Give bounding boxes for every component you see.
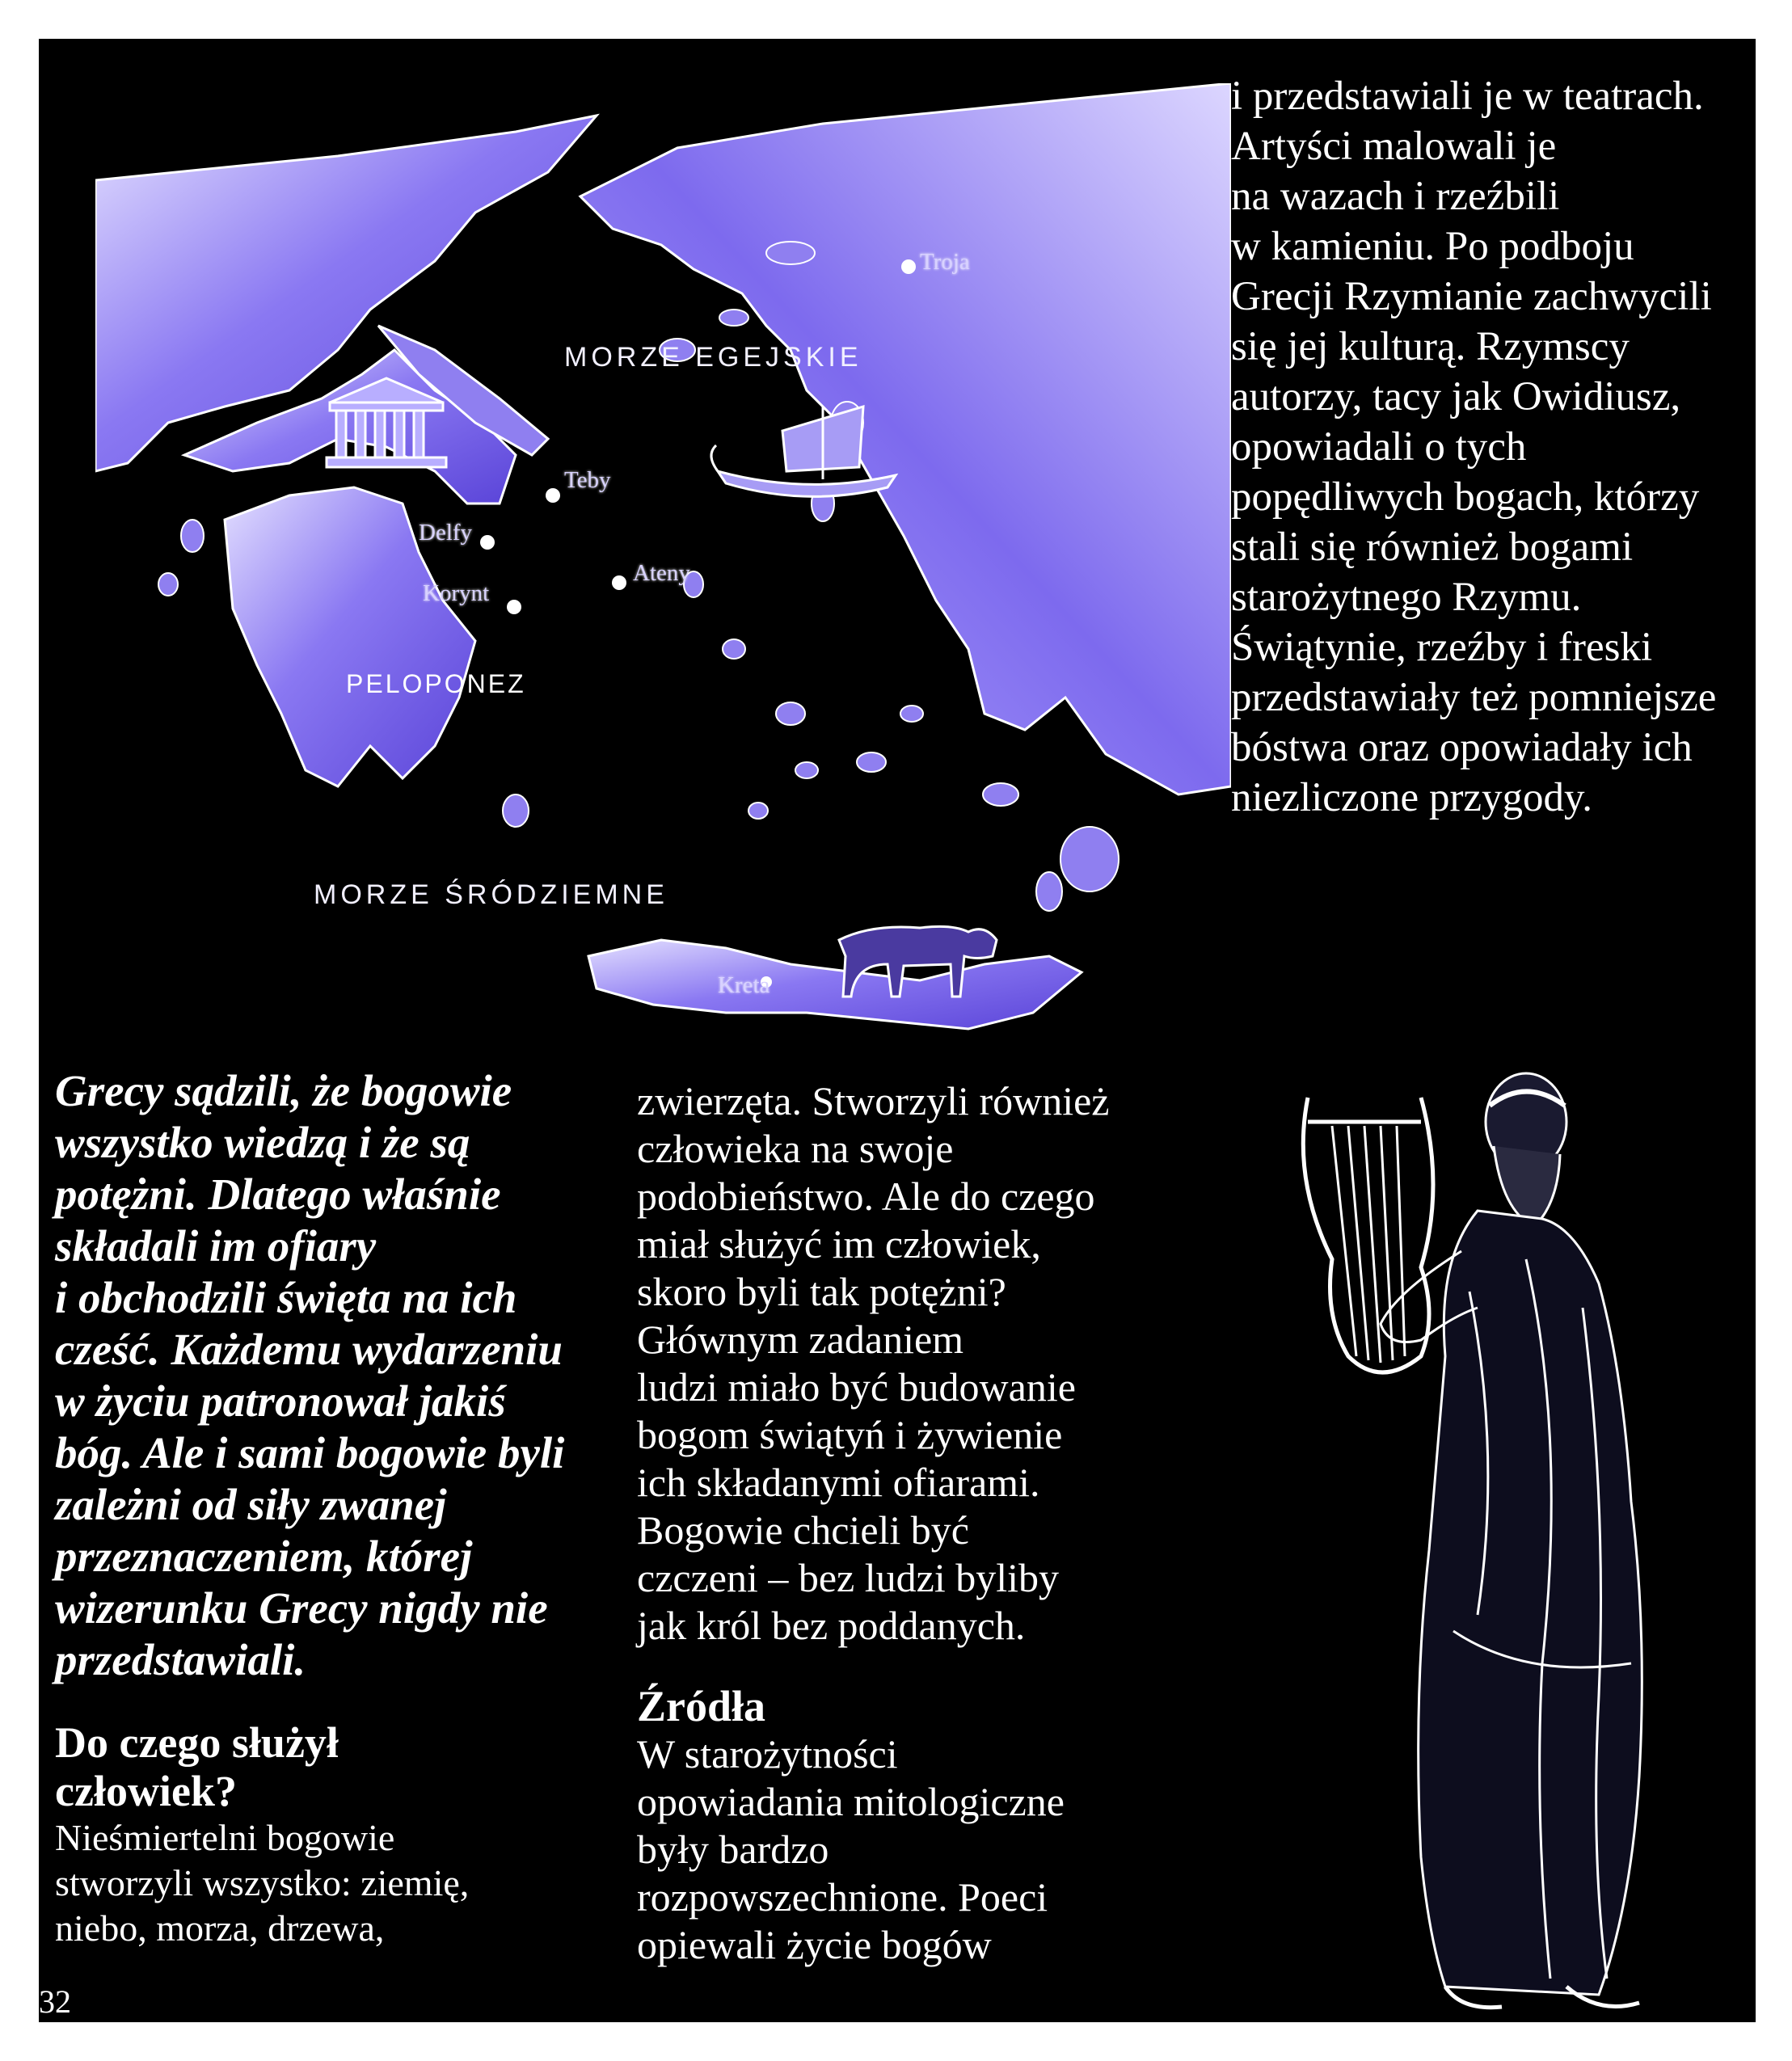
mediterranean-sea-label: MORZE ŚRÓDZIEMNE [314, 879, 668, 910]
city-delphi: Delfy [419, 520, 473, 546]
asia-minor-land [580, 83, 1231, 794]
page-number: 32 [39, 1983, 71, 2020]
city-crete: Kreta [718, 972, 770, 998]
right-column-text: i przedstawiali je w teatrach. Artyści malowali je na wazach i rzeźbili w kamieniu. Po podboju Grecji Rzymianie zachwycili się jej kulturą. Rzymscy autorzy, tacy jak Owidiusz, opowiadali o tych popędliwych bogach, którzy stali się również bogami starożytnego Rzymu. Świątynie, rzeźby i freski przedstawiały też pomniejsze bóstwa oraz opowiadały ich niezliczone przygody. [1231, 74, 1717, 820]
section-heading-sources: Źródła [637, 1682, 766, 1730]
city-athens: Ateny [633, 560, 690, 586]
right-column [1231, 71, 1732, 823]
city-corinth: Korynt [423, 580, 490, 606]
middle-body-text: zwierzęta. Stworzyli również człowieka na swoje podobieństwo. Ale do czego miał służyć im człowiek, skoro byli tak potężni? Głównym zadaniem ludzi miało być budowanie bogom świątyń i żywienie ich składanymi ofiarami. Bogowie chcieli być czczeni – bez ludzi byliby jak król bez poddanych. [637, 1078, 1110, 1648]
sources-body-text: W starożytności opowiadania mitologiczne były bardzo rozpowszechnione. Poeci opiewali życie bogów [637, 1731, 1065, 1967]
section-body-human: Nieśmiertelni bogowie stworzyli wszystko: ziemię, niebo, morza, drzewa, [55, 1817, 470, 1949]
section-heading-human: Do czego służył człowiek? [55, 1718, 339, 1815]
lyre-player-illustration [1259, 1049, 1744, 2019]
crete-island [588, 940, 1082, 1029]
left-column [55, 1065, 637, 1951]
city-thebes: Teby [564, 467, 611, 493]
book-page [39, 39, 1756, 2022]
map-of-greece [95, 83, 1231, 1085]
peloponnese-label: PELOPONEZ [346, 669, 526, 698]
city-troy: Troja [920, 249, 970, 275]
intro-paragraph: Grecy sądzili, że bogowie wszystko wiedzą i że są potężni. Dlatego właśnie składali im ofiary i obchodzili święta na ich cześć. Każdemu wydarzeniu w życiu patronował jakiś bóg. Ale i sami bogowie byli zależni od siły zwanej przeznaczeniem, której wizerunku Grecy nigdy nie przedstawiali. [55, 1066, 565, 1684]
middle-column [637, 1077, 1203, 1969]
poet-figure [1259, 1049, 1744, 2019]
aegean-sea-label: MORZE EGEJSKIE [564, 342, 862, 373]
